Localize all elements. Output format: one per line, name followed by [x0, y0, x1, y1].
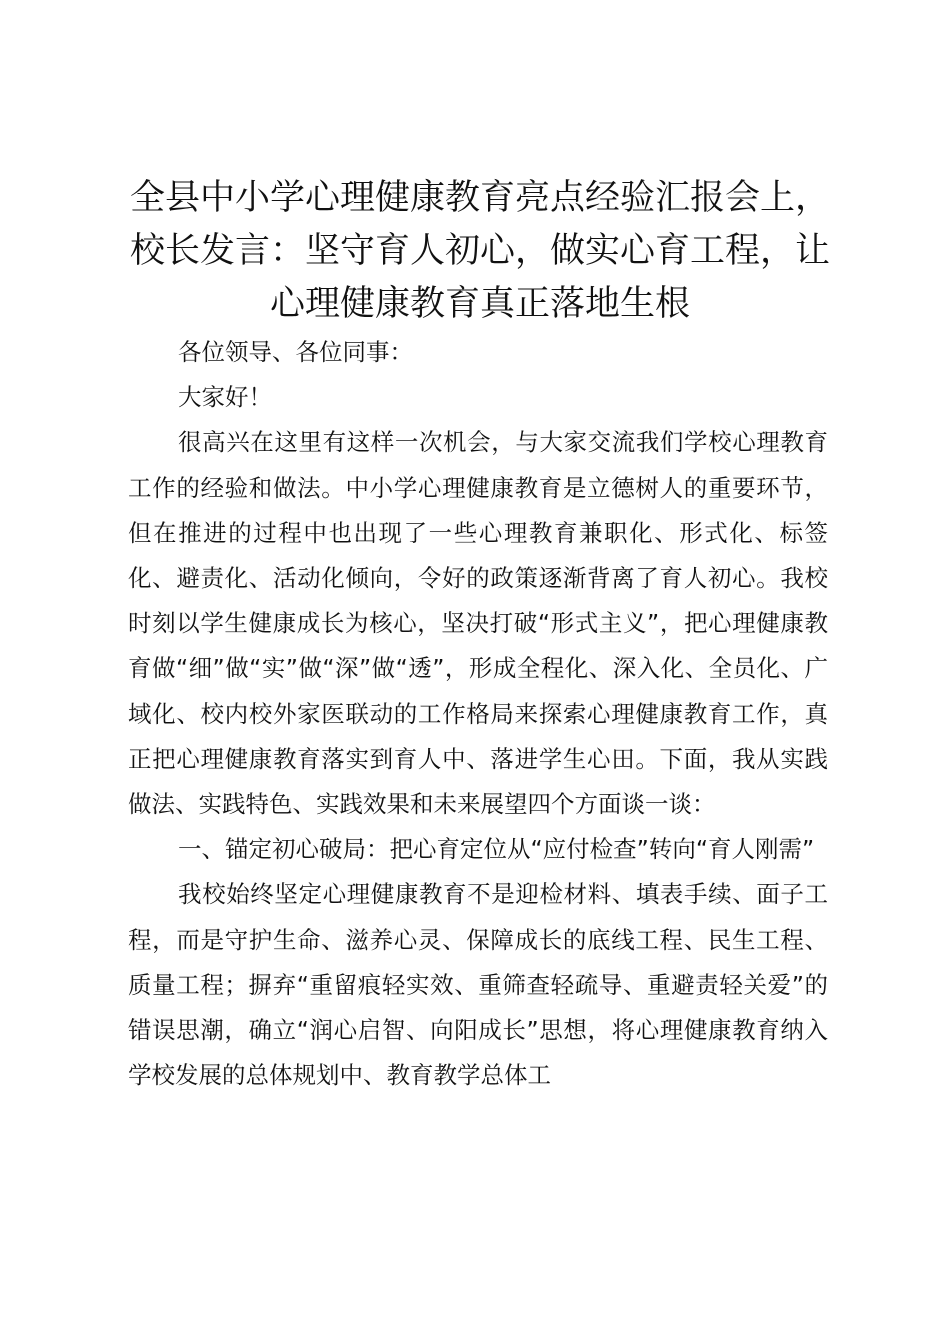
intro-paragraph: 很高兴在这里有这样一次机会，与大家交流我们学校心理教育工作的经验和做法。中小学心理健康教育是立德树人的重要环节，但在推进的过程中也出现了一些心理教育兼职化、形式化、标签化、避责化、活动化倾向，令好的政策逐渐背离了育人初心。我校时刻以学生健康成长为核心，坚决打破“形式主义”，把心理健康教育做“细”做“实”做“深”做“透”，形成全程化、深入化、全员化、广域化、校内校外家医联动的工作格局来探索心理健康教育工作，真正把心理健康教育落实到育人中、落进学生心田。下面，我从实践做法、实践特色、实践效果和未来展望四个方面谈一谈：	[128, 428, 828, 819]
document-title	[120, 172, 840, 331]
title-line-2: 校长发言：坚守育人初心，做实心育工程，让	[129, 231, 830, 271]
greeting: 大家好！	[178, 383, 272, 412]
title-line-1: 全县中小学心理健康教育亮点经验汇报会上，	[129, 178, 830, 218]
document-body	[128, 330, 828, 1098]
section-1-heading: 一、锚定初心破局：把心育定位从“应付检查”转向“育人刚需”	[178, 835, 815, 864]
title-line-3: 心理健康教育真正落地生根	[269, 284, 690, 324]
salutation: 各位领导、各位同事：	[178, 338, 413, 366]
section-1-paragraph: 我校始终坚定心理健康教育不是迎检材料、填表手续、面子工程，而是守护生命、滋养心灵、保障成长的底线工程、民生工程、质量工程；摒弃“重留痕轻实效、重筛查轻疏导、重避责轻关爱”的错误思潮，确立“润心启智、向阳成长”思想，将心理健康教育纳入学校发展的总体规划中、教育教学总体工	[128, 880, 828, 1090]
